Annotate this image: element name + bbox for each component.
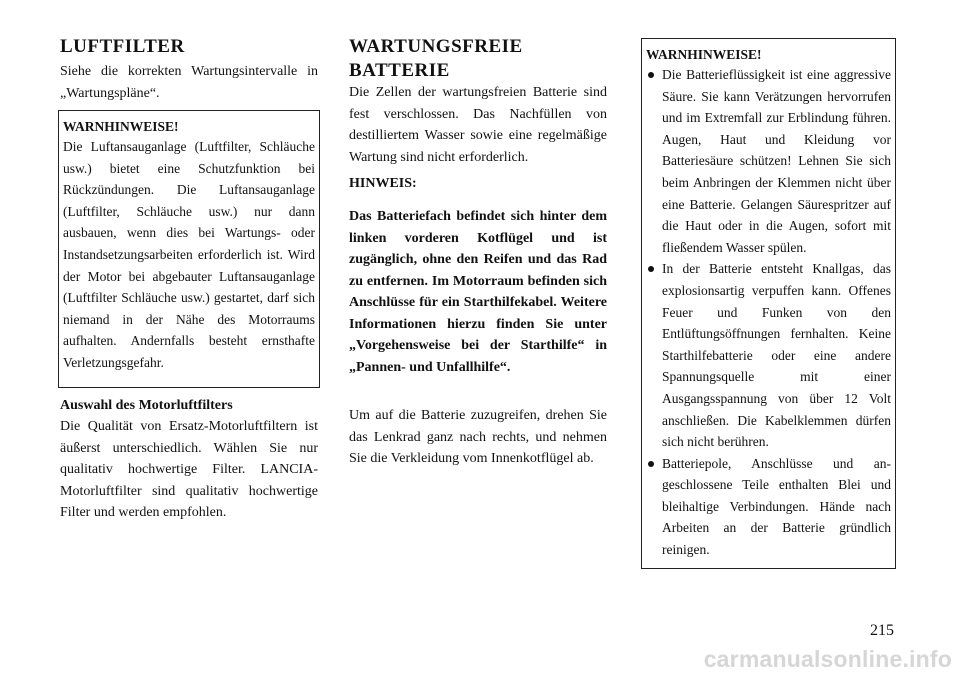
warning-bullet — [646, 64, 891, 258]
bullet-text: Batteriepole, Anschlüsse und angeschlossene Teile enthalten Blei und bleihaltige Verbindungen. Hände nach Arbeiten an der Batterie gründlich reinigen. — [662, 455, 891, 558]
section-title-luftfilter: LUFTFILTER — [60, 36, 185, 57]
luftfilter-intro: Siehe die korrekten Wartungsintervalle in „Wartungspläne“. — [60, 64, 318, 101]
bullet-icon — [648, 461, 654, 467]
warning-bullet — [646, 258, 891, 452]
warning-title: WARNHINWEISE! — [63, 119, 179, 134]
warning-box-luftfilter — [58, 110, 320, 388]
bullet-text: Die Batterieflüssigkeit ist eine aggressive Säure. Sie kann Verätzungen hervorrufen und im Extremfall zur Erblindung führen. Augen, Haut und Kleidung vor Batteriesäure schützen! Lehnen Sie sich beim Anbringen der Klemmen nicht über eine Batterie. Gelangen Säurespritzer auf die Haut oder in die Augen, sofort mit fließendem Wasser spülen. — [662, 67, 891, 255]
warning-box-batterie — [641, 38, 896, 569]
note-text: Das Batteriefach befindet sich hinter dem linken vorderen Kotflügel und ist zugänglich, ohne den Reifen und das Rad zu entfernen. Im Motorraum befinden sich Anschlüsse für ein Starthilfekabel. Weitere Informationen hierzu finden Sie unter „Vorgehensweise bei der Starthilfe“ in „Pannen- und Unfallhilfe“. — [349, 209, 607, 375]
warning-text: Die Luftansauganlage (Luftfilter, Schläuche usw.) bietet eine Schutzfunktion bei Rückzündungen. Die Luftansauganlage (Luftfilter, Schläuche usw.) nur dann ausbauen, wenn dies bei Wartungs- oder Instandsetzungsarbeiten erforderlich ist. Wird der Motor bei abgebauter Luftansauganlage (Luftfilter Schläuche usw.) gestartet, darf sich niemand in der Nähe des Motorraums aufhalten. Andernfalls besteht ernsthafte Verletzungsgefahr. — [63, 139, 315, 370]
batterie-intro: Die Zellen der wartungsfreien Batterie sind fest verschlossen. Das Nachfüllen von destilliertem Wasser sowie eine regelmäßige Wartung sind nicht erforderlich. — [349, 85, 607, 165]
bullet-icon — [648, 72, 654, 78]
note-label: HINWEIS: — [349, 176, 417, 191]
page-number: 215 — [870, 622, 894, 639]
subheading-motorluftfilter: Auswahl des Motorluftfilters — [60, 398, 233, 413]
batterie-closing: Um auf die Batterie zuzugreifen, drehen Sie das Lenkrad ganz nach rechts, und nehmen Sie die Verkleidung vom Innenkotflügel ab. — [349, 408, 607, 466]
warning-bullet — [646, 453, 891, 561]
section-title-batterie: WARTUNGSFREIE BATTERIE — [349, 36, 523, 81]
warning-bullet-list — [646, 64, 891, 561]
warning-title-batterie: WARNHINWEISE! — [646, 47, 762, 62]
bullet-icon — [648, 266, 654, 272]
bullet-text: In der Batterie entsteht Knallgas, das explosionsartig verpuffen kann. Offenes Feuer und Funken von den Entlüftungsöffnungen fernhalten. Keine Starthilfebatterie oder eine andere Spannungsquelle mit einer Ausgangsspannung von über 12 Volt anschließen. Die Kabelklemmen dürfen sich nicht berühren. — [662, 261, 891, 450]
watermark-logo: carmanualsonline.info — [703, 646, 952, 672]
motorluftfilter-text: Die Qualität von Ersatz-Motorluftfiltern ist äußerst unterschiedlich. Wählen Sie nur qualitativ hochwertige Filter. LANCIA-Motorluftfilter sind qualitativ hochwertige Filter und werden empfohlen. — [60, 419, 318, 520]
